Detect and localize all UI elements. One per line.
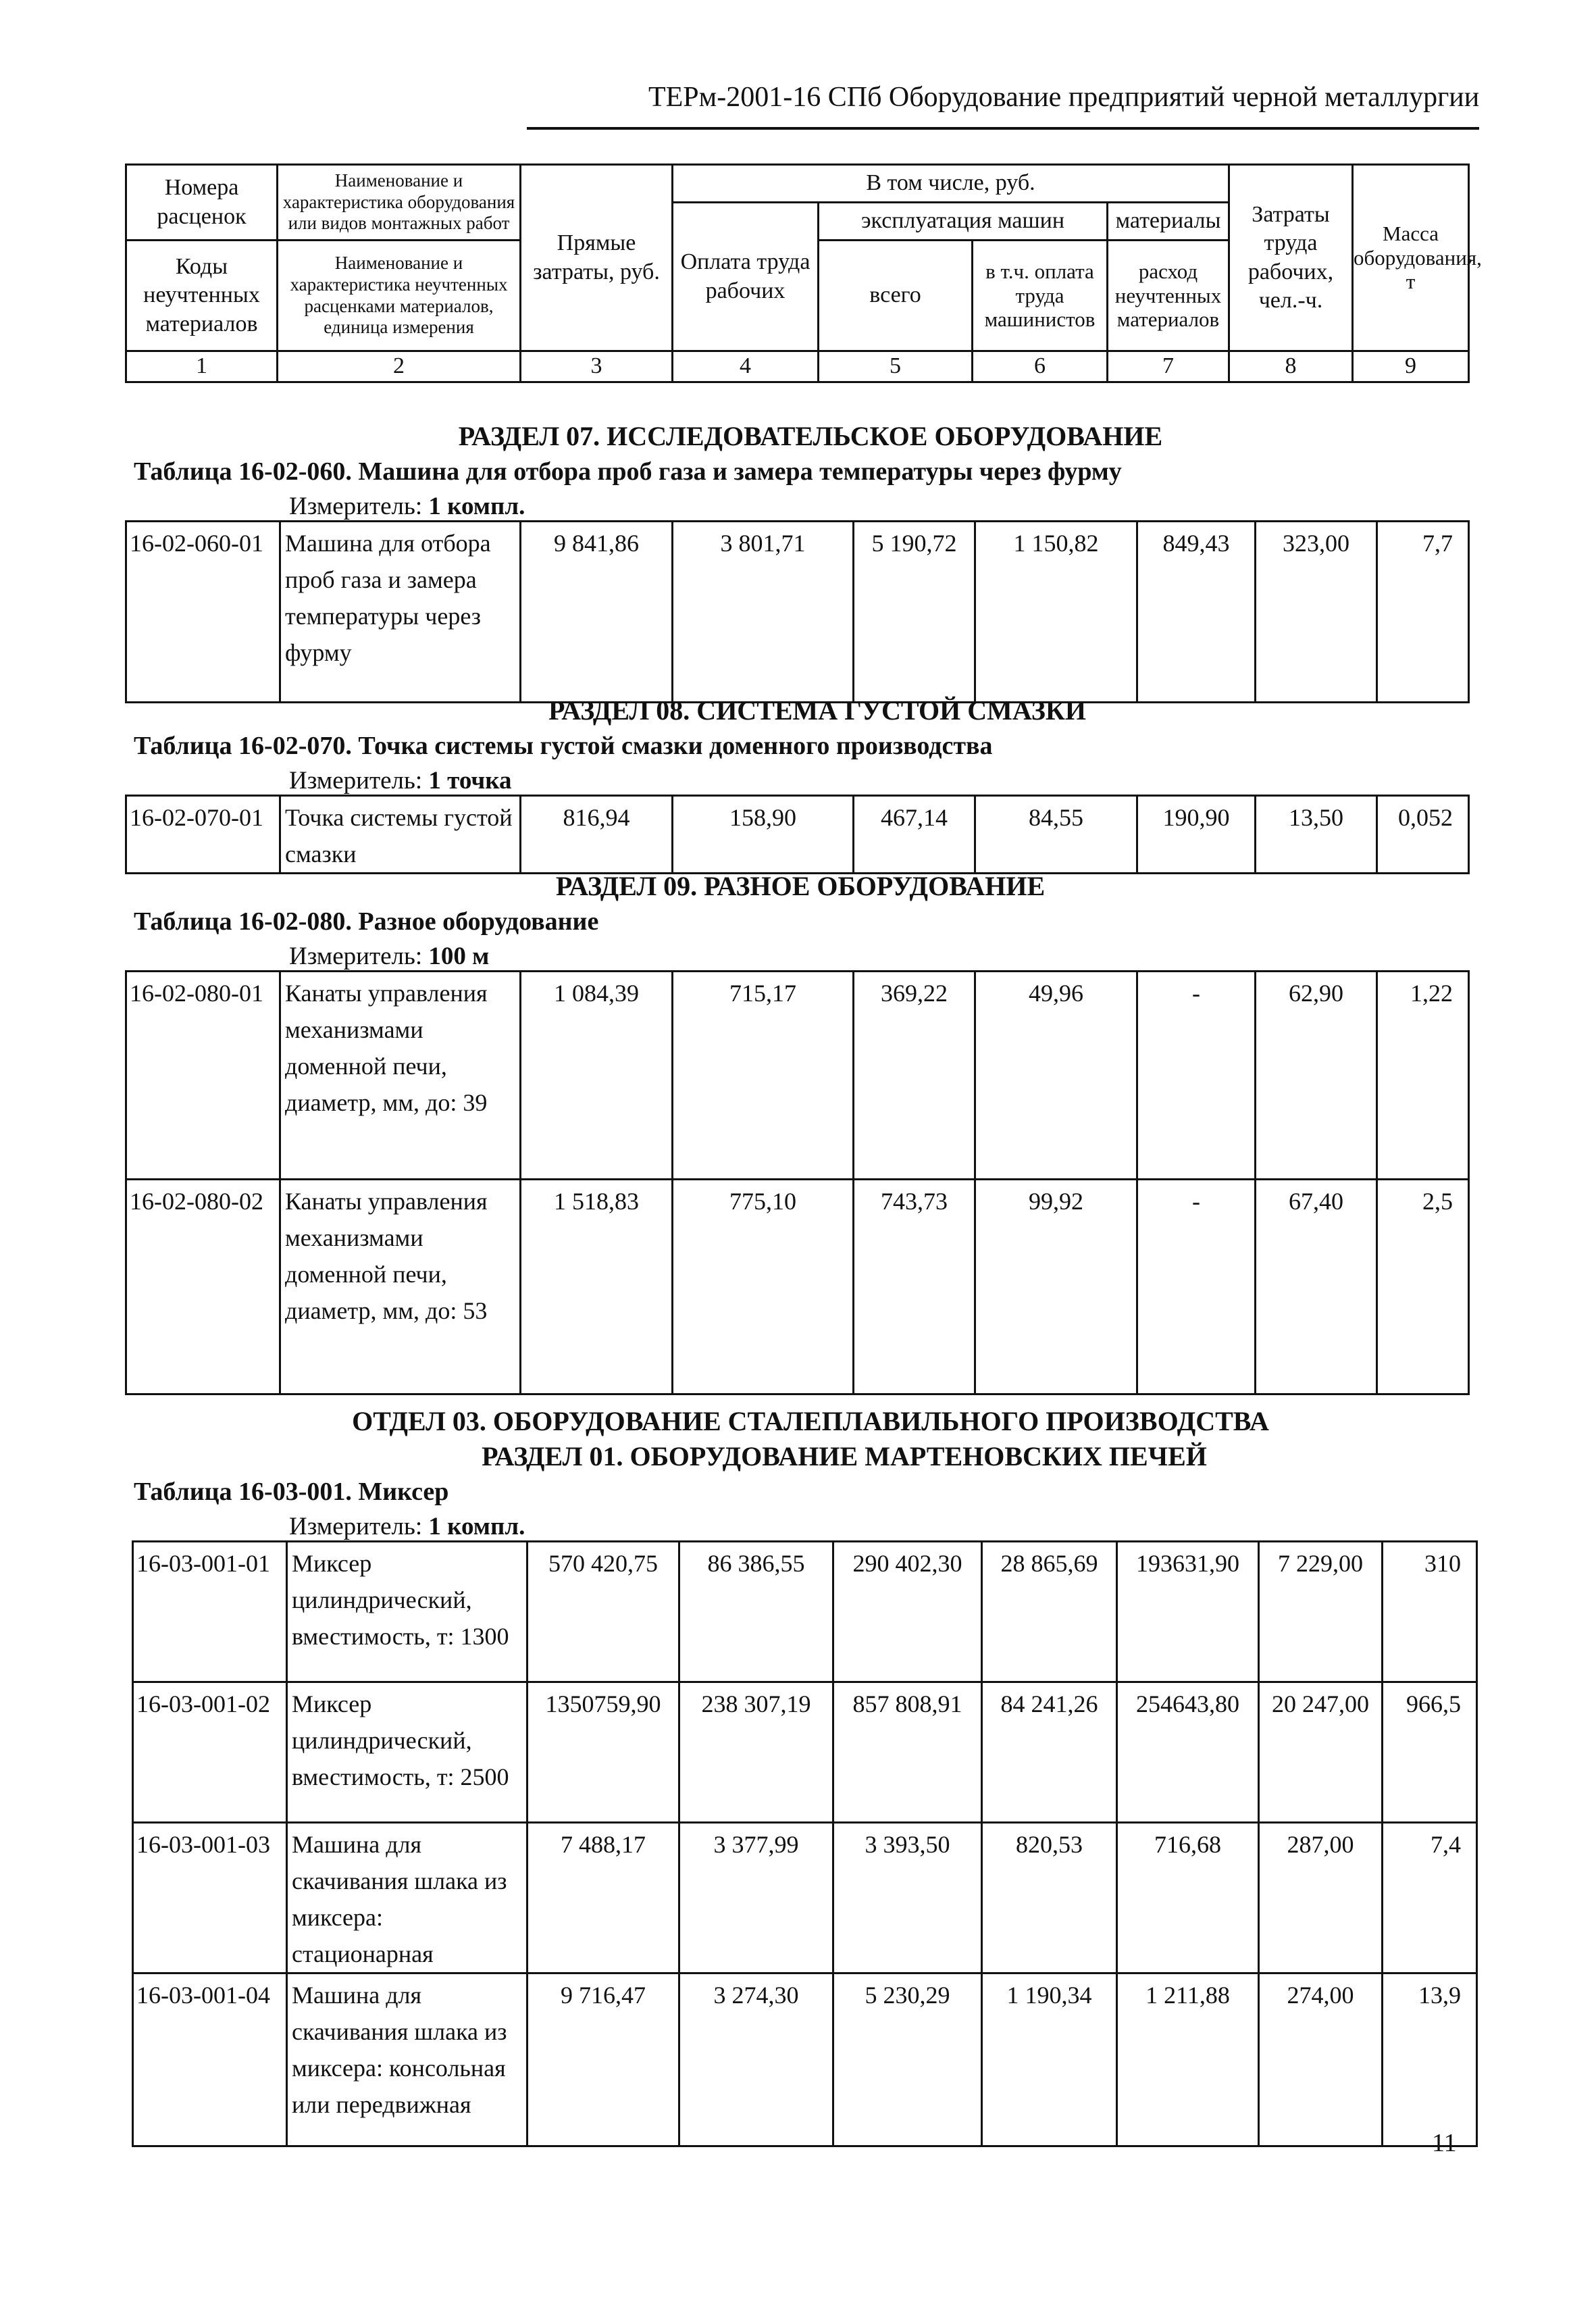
section-title: РАЗДЕЛ 07. ИССЛЕДОВАТЕЛЬСКОЕ ОБОРУДОВАНИЕ xyxy=(458,421,1163,451)
col-number: 2 xyxy=(278,351,521,382)
row-code: 16-03-001-03 xyxy=(133,1823,287,1973)
cell-mass: 310 xyxy=(1383,1542,1477,1682)
cell-machinists-pay: 1 190,34 xyxy=(982,1973,1117,2146)
cell-mass: 2,5 xyxy=(1377,1180,1469,1394)
cell-direct-cost: 9 841,86 xyxy=(521,522,673,703)
cell-machinists-pay: 820,53 xyxy=(982,1823,1117,1973)
col8-header: Затраты труда рабочих, чел.-ч. xyxy=(1229,165,1353,351)
col1-top-header: Номера расценок xyxy=(126,165,278,241)
row-name: Машина для скачивания шлака из миксера: стационарная xyxy=(287,1823,527,1973)
cell-machines-total: 5 230,29 xyxy=(833,1973,982,2146)
col6-header: в т.ч. оплата труда машинистов xyxy=(973,241,1108,351)
row-name: Машина для отбора проб газа и замера температуры через фурму xyxy=(280,522,521,703)
measure-label: Измеритель: xyxy=(289,767,423,795)
cell-machines-total: 369,22 xyxy=(854,972,975,1180)
table-title: Таблица 16-02-080. Разное оборудование xyxy=(134,907,599,936)
table-row xyxy=(133,1973,1477,2146)
table-row xyxy=(126,522,1469,703)
cell-machines-total: 743,73 xyxy=(854,1180,975,1394)
measure-value: 1 точка xyxy=(428,767,512,795)
cell-mass: 1,22 xyxy=(1377,972,1469,1180)
cell-labor-pay: 86 386,55 xyxy=(679,1542,833,1682)
cell-labor-hours: 67,40 xyxy=(1256,1180,1377,1394)
cell-materials: 190,90 xyxy=(1137,796,1256,874)
cell-labor-pay: 158,90 xyxy=(673,796,854,874)
cell-direct-cost: 7 488,17 xyxy=(527,1823,679,1973)
measure-value: 100 м xyxy=(428,942,490,970)
cell-labor-pay: 238 307,19 xyxy=(679,1682,833,1823)
measure-value: 1 компл. xyxy=(428,1513,525,1540)
measure-label: Измеритель: xyxy=(289,1513,423,1540)
group-header: В том числе, руб. xyxy=(673,165,1229,203)
table-row xyxy=(133,1542,1477,1682)
col-number: 5 xyxy=(819,351,973,382)
cell-materials: 1 211,88 xyxy=(1117,1973,1259,2146)
row-name: Точка системы густой смазки xyxy=(280,796,521,874)
col-number: 3 xyxy=(521,351,673,382)
table-row xyxy=(126,1180,1469,1394)
cell-direct-cost: 816,94 xyxy=(521,796,673,874)
col-number: 4 xyxy=(673,351,819,382)
cell-labor-pay: 3 274,30 xyxy=(679,1973,833,2146)
col5-header: всего xyxy=(819,241,973,351)
row-name: Миксер цилиндрический, вместимость, т: 1300 xyxy=(287,1542,527,1682)
measure-line xyxy=(289,1512,525,1541)
table-row xyxy=(133,1682,1477,1823)
cell-direct-cost: 1 518,83 xyxy=(521,1180,673,1394)
data-table xyxy=(125,795,1470,874)
data-table xyxy=(125,520,1470,703)
row-code: 16-03-001-02 xyxy=(133,1682,287,1823)
cell-materials: - xyxy=(1137,972,1256,1180)
table-title: Таблица 16-02-060. Машина для отбора проб газа и замера температуры через фурму xyxy=(134,457,1122,486)
cell-labor-hours: 323,00 xyxy=(1256,522,1377,703)
measure-line xyxy=(289,942,489,971)
cell-machinists-pay: 84 241,26 xyxy=(982,1682,1117,1823)
row-code: 16-02-080-01 xyxy=(126,972,280,1180)
measure-line xyxy=(289,766,512,795)
table-title: Таблица 16-02-070. Точка системы густой смазки доменного производства xyxy=(134,732,993,760)
cell-labor-hours: 274,00 xyxy=(1259,1973,1383,2146)
measure-label: Измеритель: xyxy=(289,942,423,970)
measure-line xyxy=(289,492,525,521)
cell-machines-total: 3 393,50 xyxy=(833,1823,982,1973)
row-name: Канаты управления механизмами доменной печи, диаметр, мм, до: 53 xyxy=(280,1180,521,1394)
data-table xyxy=(125,970,1470,1395)
cell-labor-pay: 3 801,71 xyxy=(673,522,854,703)
cell-mass: 0,052 xyxy=(1377,796,1469,874)
section-title: РАЗДЕЛ 09. РАЗНОЕ ОБОРУДОВАНИЕ xyxy=(555,871,1046,901)
cell-direct-cost: 9 716,47 xyxy=(527,1973,679,2146)
page-number: 11 xyxy=(1432,2129,1457,2157)
expl-header: эксплуатация машин xyxy=(819,203,1108,241)
col4-header: Оплата труда рабочих xyxy=(673,203,819,351)
cell-machinists-pay: 84,55 xyxy=(975,796,1137,874)
cell-labor-hours: 20 247,00 xyxy=(1259,1682,1383,1823)
row-name: Канаты управления механизмами доменной печи, диаметр, мм, до: 39 xyxy=(280,972,521,1180)
row-code: 16-02-080-02 xyxy=(126,1180,280,1394)
col3-header: Прямые затраты, руб. xyxy=(521,165,673,351)
table-title: Таблица 16-03-001. Миксер xyxy=(134,1478,449,1506)
col-number: 8 xyxy=(1229,351,1353,382)
col-number: 1 xyxy=(126,351,278,382)
cell-mass: 966,5 xyxy=(1383,1682,1477,1823)
data-table xyxy=(132,1540,1478,2147)
cell-materials: - xyxy=(1137,1180,1256,1394)
cell-materials: 193631,90 xyxy=(1117,1542,1259,1682)
col-number: 7 xyxy=(1108,351,1229,382)
column-header-table xyxy=(125,164,1482,383)
cell-mass: 7,4 xyxy=(1383,1823,1477,1973)
department-title: ОТДЕЛ 03. ОБОРУДОВАНИЕ СТАЛЕПЛАВИЛЬНОГО ПРОИЗВОДСТВА xyxy=(352,1406,1269,1436)
cell-direct-cost: 1350759,90 xyxy=(527,1682,679,1823)
cell-labor-hours: 7 229,00 xyxy=(1259,1542,1383,1682)
section-title: РАЗДЕЛ 08. СИСТЕМА ГУСТОЙ СМАЗКИ xyxy=(548,695,1087,726)
col2-top-header: Наименование и характеристика оборудования или видов монтажных работ xyxy=(278,165,521,241)
row-code: 16-03-001-01 xyxy=(133,1542,287,1682)
cell-direct-cost: 1 084,39 xyxy=(521,972,673,1180)
cell-machines-total: 857 808,91 xyxy=(833,1682,982,1823)
table-row xyxy=(126,972,1469,1180)
row-code: 16-02-070-01 xyxy=(126,796,280,874)
table-row xyxy=(133,1823,1477,1973)
cell-mass: 7,7 xyxy=(1377,522,1469,703)
cell-labor-hours: 287,00 xyxy=(1259,1823,1383,1973)
cell-machines-total: 467,14 xyxy=(854,796,975,874)
cell-machinists-pay: 99,92 xyxy=(975,1180,1137,1394)
cell-mass: 13,9 xyxy=(1383,1973,1477,2146)
cell-machinists-pay: 28 865,69 xyxy=(982,1542,1117,1682)
row-code: 16-03-001-04 xyxy=(133,1973,287,2146)
table-row xyxy=(126,796,1469,874)
section-title: РАЗДЕЛ 01. ОБОРУДОВАНИЕ МАРТЕНОВСКИХ ПЕЧЕЙ xyxy=(482,1441,1207,1472)
col9-header: Масса оборудования, т xyxy=(1353,165,1469,351)
cell-materials: 716,68 xyxy=(1117,1823,1259,1973)
cell-machines-total: 290 402,30 xyxy=(833,1542,982,1682)
measure-value: 1 компл. xyxy=(428,493,525,520)
cell-materials: 849,43 xyxy=(1137,522,1256,703)
row-code: 16-02-060-01 xyxy=(126,522,280,703)
col-number: 6 xyxy=(973,351,1108,382)
cell-labor-pay: 3 377,99 xyxy=(679,1823,833,1973)
mat-header: материалы xyxy=(1108,203,1229,241)
col2-bottom-header: Наименование и характеристика неучтенных расценками материалов, единица измерения xyxy=(278,241,521,351)
cell-machines-total: 5 190,72 xyxy=(854,522,975,703)
cell-labor-hours: 62,90 xyxy=(1256,972,1377,1180)
cell-labor-pay: 775,10 xyxy=(673,1180,854,1394)
cell-machinists-pay: 49,96 xyxy=(975,972,1137,1180)
col-number: 9 xyxy=(1353,351,1469,382)
cell-labor-pay: 715,17 xyxy=(673,972,854,1180)
running-header: ТЕРм-2001-16 СПб Оборудование предприятий черной металлургии xyxy=(648,82,1480,113)
row-name: Миксер цилиндрический, вместимость, т: 2500 xyxy=(287,1682,527,1823)
cell-direct-cost: 570 420,75 xyxy=(527,1542,679,1682)
header-rule xyxy=(527,127,1479,130)
measure-label: Измеритель: xyxy=(289,493,423,520)
cell-labor-hours: 13,50 xyxy=(1256,796,1377,874)
cell-machinists-pay: 1 150,82 xyxy=(975,522,1137,703)
col7-header: расход неучтенных материалов xyxy=(1108,241,1229,351)
cell-materials: 254643,80 xyxy=(1117,1682,1259,1823)
col1-bottom-header: Коды неучтенных материалов xyxy=(126,241,278,351)
row-name: Машина для скачивания шлака из миксера: консольная или передвижная xyxy=(287,1973,527,2146)
